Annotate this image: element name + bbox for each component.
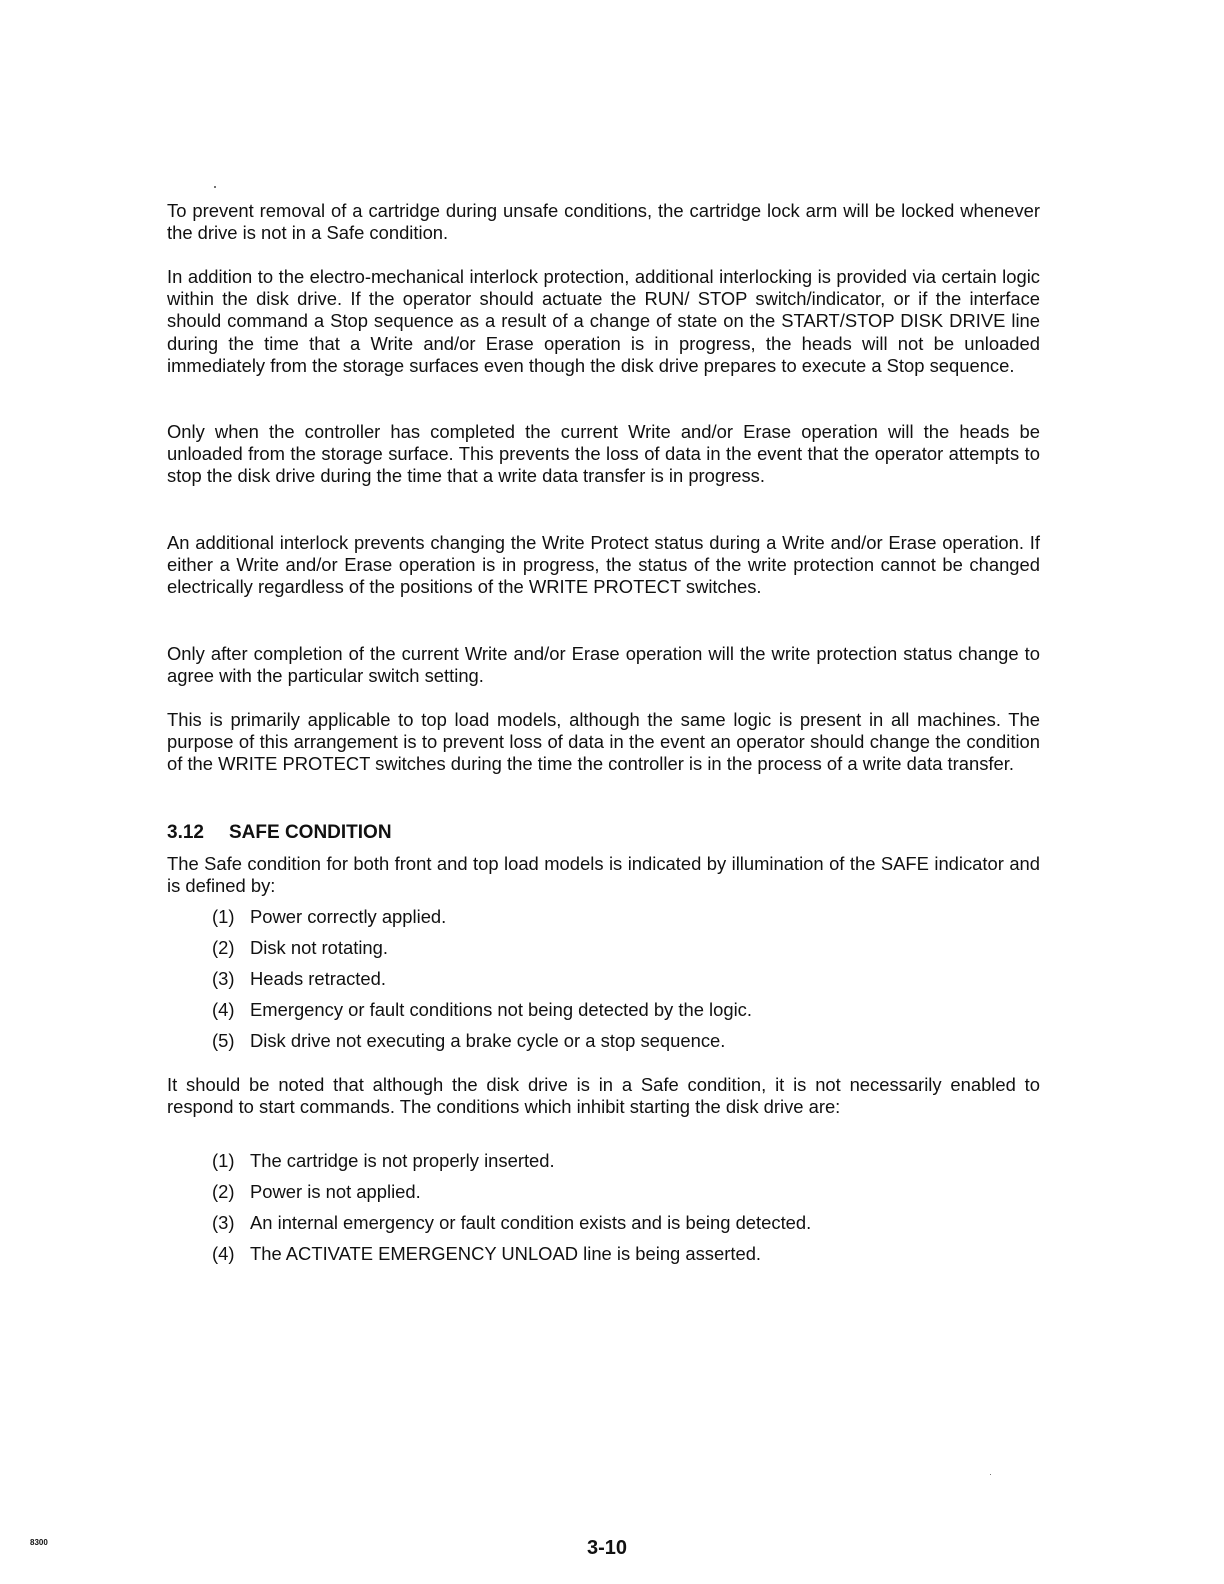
list-item xyxy=(212,1030,752,1061)
list-item xyxy=(212,1212,811,1243)
list-marker: (1) xyxy=(212,906,235,927)
section-title: SAFE CONDITION xyxy=(229,822,392,843)
list-item-text: The cartridge is not properly inserted. xyxy=(250,1150,555,1171)
paragraph-write-protect-interlock: An additional interlock prevents changing the Write Protect status during a Write and/or Erase operation. If either a Write and/or Erase operation is in progress, the status of the write protection cannot be changed electrically regardless of the positions of the WRITE PROTECT switches. xyxy=(167,532,1040,598)
paragraph-start-inhibit-note: It should be noted that although the disk drive is in a Safe condition, it is not necessarily enabled to respond to start commands. The conditions which inhibit starting the disk drive are: xyxy=(167,1074,1040,1118)
paragraph-cartridge-lock: To prevent removal of a cartridge during unsafe conditions, the cartridge lock arm will be locked whenever the drive is not in a Safe condition. xyxy=(167,200,1040,244)
speck-mark xyxy=(990,1474,991,1475)
list-marker: (2) xyxy=(212,1181,235,1202)
list-item-text: Power is not applied. xyxy=(250,1181,421,1202)
list-item-text: An internal emergency or fault condition exists and is being detected. xyxy=(250,1212,812,1233)
list-marker: (3) xyxy=(212,968,235,989)
list-item-text: The ACTIVATE EMERGENCY UNLOAD line is being asserted. xyxy=(250,1243,762,1264)
paragraph-heads-unload: Only when the controller has completed the current Write and/or Erase operation will the heads be unloaded from the storage surface. This prevents the loss of data in the event that the operator attempts to stop the disk drive during the time that a write data transfer is in progress. xyxy=(167,421,1040,487)
section-heading xyxy=(167,822,392,844)
list-marker: (5) xyxy=(212,1030,235,1051)
list-marker: (4) xyxy=(212,1243,235,1264)
page-number: 3-10 xyxy=(587,1537,628,1559)
list-item-text: Emergency or fault conditions not being detected by the logic. xyxy=(250,999,752,1020)
list-item xyxy=(212,999,752,1030)
list-item-text: Disk not rotating. xyxy=(250,937,388,958)
list-item xyxy=(212,937,752,968)
list-item-text: Heads retracted. xyxy=(250,968,386,989)
list-marker: (2) xyxy=(212,937,235,958)
list-item xyxy=(212,968,752,999)
safe-condition-list xyxy=(212,906,752,1061)
paragraph-interlock-logic: In addition to the electro-mechanical interlock protection, additional interlocking is provided via certain logic within the disk drive. If the operator should actuate the RUN/ STOP switch/indicator, or if the interface should command a Stop sequence as a result of a change of state on the START/STOP DISK DRIVE line during the time that a Write and/or Erase operation is in progress, the heads will not be unloaded immediately from the storage surfaces even though the disk drive prepares to execute a Stop sequence. xyxy=(167,266,1040,376)
start-inhibit-list xyxy=(212,1150,811,1274)
footer-doc-code: 8300 xyxy=(30,1538,48,1547)
list-marker: (3) xyxy=(212,1212,235,1233)
list-item xyxy=(212,1150,811,1181)
paragraph-top-load-models: This is primarily applicable to top load models, although the same logic is present in all machines. The purpose of this arrangement is to prevent loss of data in the event an operator should change the condition of the WRITE PROTECT switches during the time the controller is in the process of a write data transfer. xyxy=(167,709,1040,775)
list-marker: (4) xyxy=(212,999,235,1020)
paragraph-safe-condition-intro: The Safe condition for both front and top load models is indicated by illumination of the SAFE indicator and is defined by: xyxy=(167,853,1040,897)
speck-mark xyxy=(214,186,216,188)
list-item-text: Disk drive not executing a brake cycle or a stop sequence. xyxy=(250,1030,726,1051)
list-item xyxy=(212,1181,811,1212)
list-item xyxy=(212,1243,811,1274)
paragraph-write-protect-status: Only after completion of the current Write and/or Erase operation will the write protection status change to agree with the particular switch setting. xyxy=(167,643,1040,687)
list-marker: (1) xyxy=(212,1150,235,1171)
list-item-text: Power correctly applied. xyxy=(250,906,447,927)
section-number: 3.12 xyxy=(167,822,204,843)
list-item xyxy=(212,906,752,937)
